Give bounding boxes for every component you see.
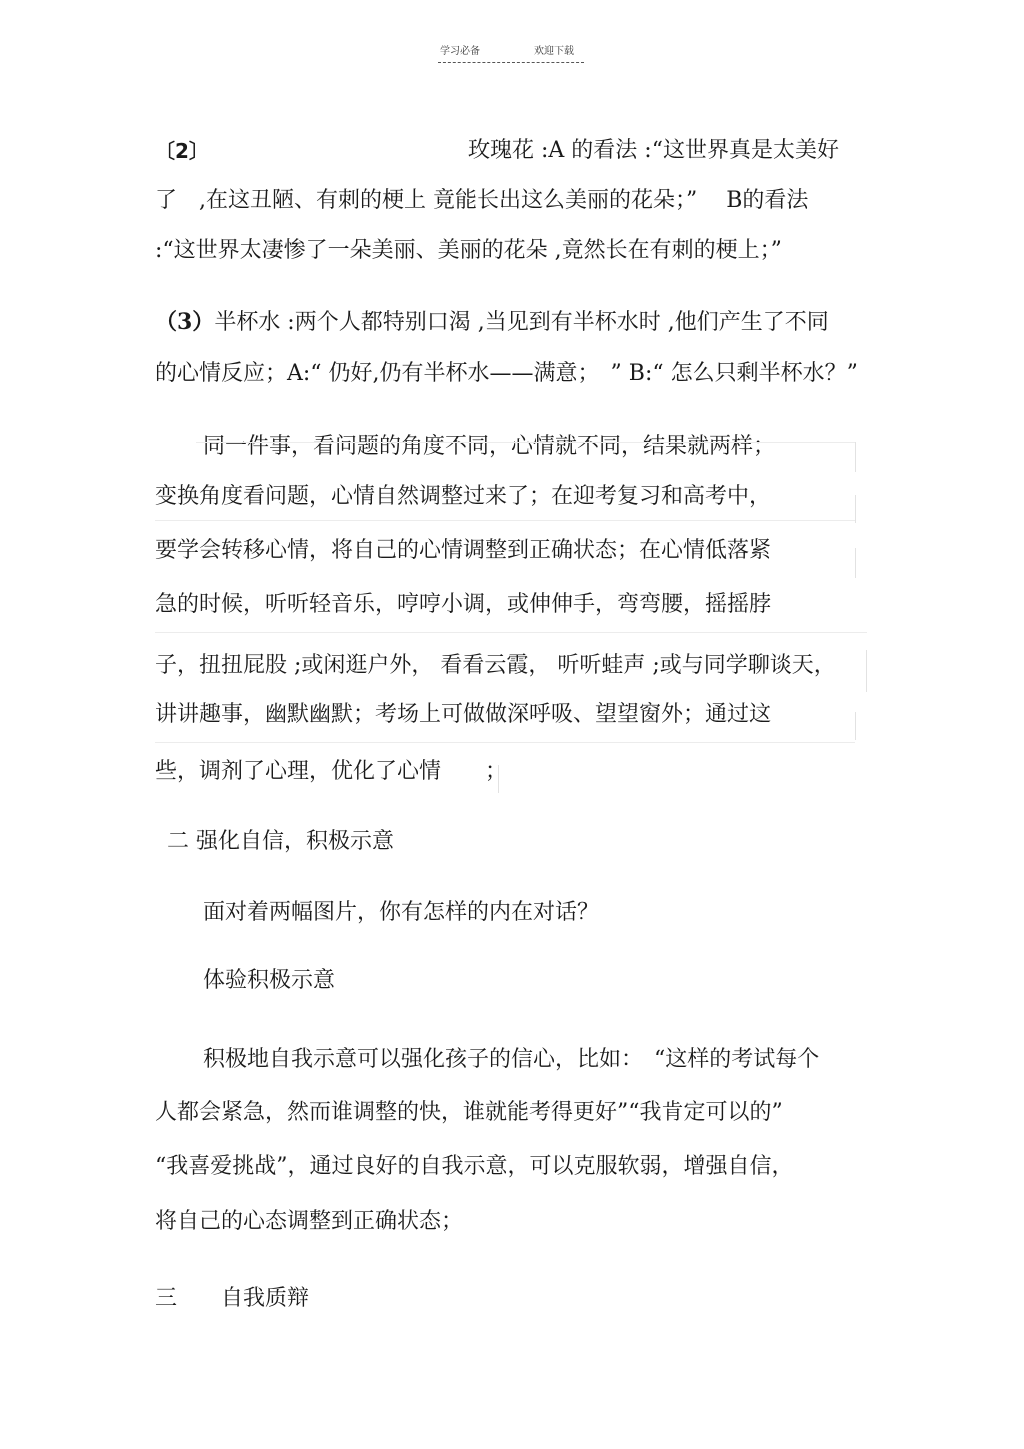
para1-line3: 要学会转移心情，将自己的心情调整到正确状态；在心情低落紧 — [155, 538, 772, 563]
item2-title: 玫瑰花 :A 的看法 :“这世界真是太美好 — [468, 138, 839, 163]
scan-border — [855, 495, 856, 523]
para1-line2: 变换角度看问题，心情自然调整过来了；在迎考复习和高考中， — [155, 484, 772, 509]
section2-subheading: 体验积极示意 — [203, 968, 336, 993]
section2-para-line3: “我喜爱挑战”，通过良好的自我示意，可以克服软弱，增强自信， — [155, 1154, 794, 1179]
page-header — [438, 40, 584, 63]
scan-border — [498, 765, 499, 793]
para1-line5: 子，扭扭屁股 ;或闲逛户外， 看看云霞， 听听蛙声 ;或与同学聊谈天， — [155, 653, 836, 678]
item2-line3: :“这世界太凄惨了一朵美丽、美丽的花朵 ,竟然长在有刺的梗上；” — [155, 238, 782, 263]
item3-number: （3） — [155, 309, 215, 335]
scan-border — [155, 742, 855, 743]
scan-border — [196, 442, 856, 443]
item2-number: 〔2〕 — [155, 139, 209, 163]
section2-para-line1: 积极地自我示意可以强化孩子的信心，比如： “这样的考试每个 — [203, 1047, 820, 1072]
section3-heading: 三 自我质辩 — [155, 1286, 310, 1311]
section2-para-line2: 人都会紧急，然而谁调整的快，谁就能考得更好”“我肯定可以的” — [155, 1100, 783, 1125]
scan-border — [155, 520, 855, 521]
scan-border — [855, 548, 856, 578]
item3-line2: 的心情反应；A:“ 仍好,仍有半杯水——满意； ” B:“ 怎么只剩半杯水？” — [155, 361, 858, 386]
item2-line2: 了 ,在这丑陋、有刺的梗上 竟能长出这么美丽的花朵；” B的看法 — [155, 188, 809, 213]
header-left-text: 学习必备 — [440, 46, 480, 57]
item3-first-line — [155, 307, 829, 338]
section2-heading: 二 强化自信，积极示意 — [167, 829, 394, 854]
scan-border — [866, 650, 867, 692]
section2-para-line4: 将自己的心态调整到正确状态； — [155, 1209, 464, 1234]
header-right-text: 欢迎下载 — [534, 46, 574, 57]
section2-question: 面对着两幅图片，你有怎样的内在对话？ — [203, 900, 600, 925]
para1-line7: 些，调剂了心理，优化了心情 ； — [155, 759, 508, 784]
scan-border — [155, 632, 867, 633]
scan-border — [855, 712, 856, 740]
para1-line6: 讲讲趣事，幽默幽默；考场上可做做深呼吸、望望窗外；通过这 — [155, 702, 772, 727]
para1-line1: 同一件事，看问题的角度不同，心情就不同，结果就两样； — [203, 434, 776, 459]
scan-border — [855, 442, 856, 472]
item3-line1: 半杯水 :两个人都特别口渴 ,当见到有半杯水时 ,他们产生了不同 — [214, 310, 829, 335]
para1-line4: 急的时候，听听轻音乐，哼哼小调，或伸伸手，弯弯腰，摇摇脖 — [155, 592, 772, 617]
